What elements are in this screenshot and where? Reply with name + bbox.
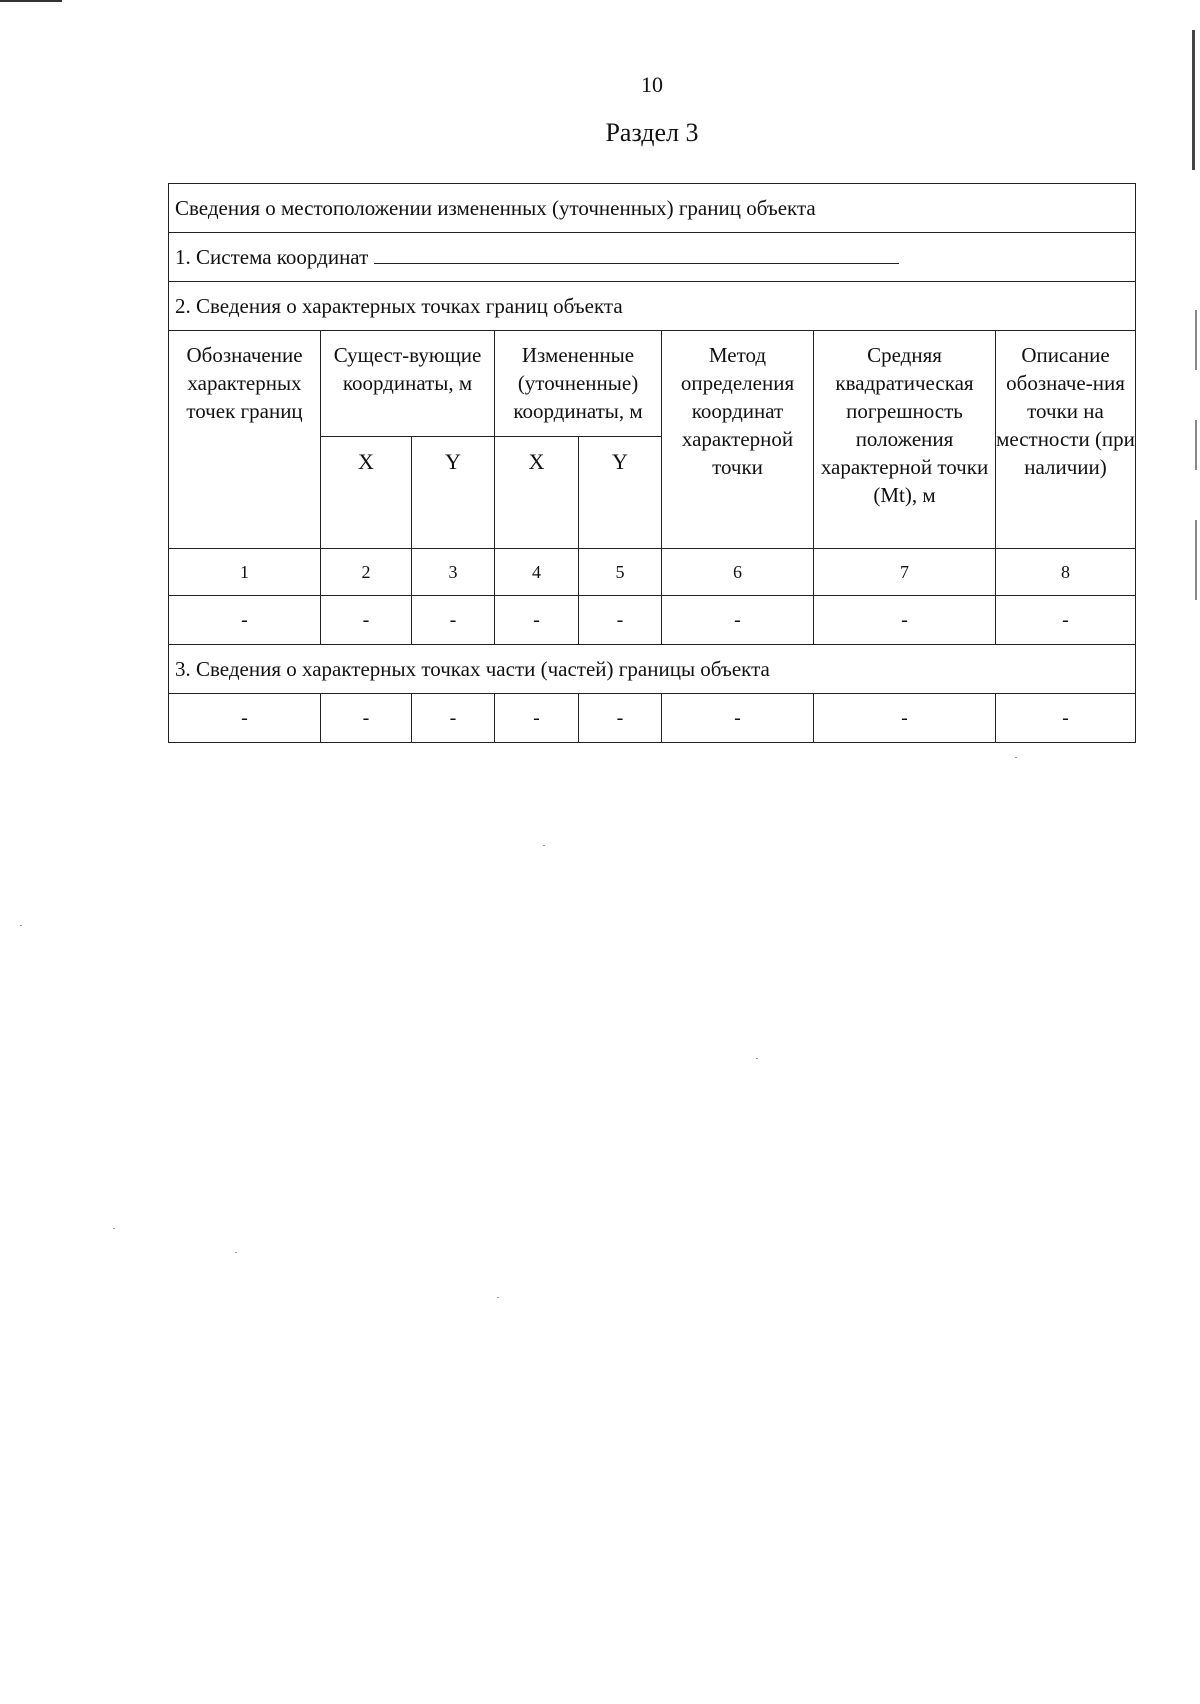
boundary-table [168,183,1136,743]
column-number: 3 [412,549,495,596]
header-description: Описание обозначе-ния точки на местности (при наличии) [996,331,1136,549]
table-cell: - [814,694,996,743]
scan-corner-mark [0,0,62,2]
header-changed-x: X [495,437,579,549]
header-existing-y: Y [412,437,495,549]
parts-section-label: 3. Сведения о характерных точках части (частей) границы объекта [169,645,1136,694]
table-title-row [169,184,1136,233]
table-cell: - [169,596,321,645]
table-cell: - [321,596,412,645]
points-section-row [169,282,1136,331]
column-number: 7 [814,549,996,596]
header-error: Средняя квадратическая погрешность положения характерной точки (Mt), м [814,331,996,549]
table-cell: - [996,596,1136,645]
header-row-1 [169,331,1136,437]
page-number: 10 [641,72,663,97]
table-cell: - [579,694,662,743]
header-existing-coords: Сущест-вующие координаты, м [321,331,495,437]
header-changed-y: Y [579,437,662,549]
scan-speck [235,1252,237,1253]
parts-data-row [169,694,1136,743]
scan-speck [497,1297,499,1298]
table-cell: - [321,694,412,743]
table-cell: - [412,596,495,645]
coord-system-blank-line [374,245,899,264]
coord-system-cell [169,233,1136,282]
scan-speck [20,925,22,926]
scan-edge-mark [1192,30,1195,170]
table-cell: - [495,694,579,743]
table-cell: - [662,694,814,743]
column-number: 2 [321,549,412,596]
column-number: 5 [579,549,662,596]
table-cell: - [579,596,662,645]
header-designation: Обозначение характерных точек границ [169,331,321,549]
scan-edge-tick [1195,420,1197,470]
table-cell: - [814,596,996,645]
scan-edge-tick [1195,310,1197,370]
header-existing-x: X [321,437,412,549]
section-title: Раздел 3 [605,118,699,147]
scan-speck [1015,757,1017,758]
table-cell: - [996,694,1136,743]
table-cell: - [169,694,321,743]
scan-edge-tick [1195,520,1197,600]
scan-speck [756,1058,758,1059]
coord-system-row [169,233,1136,282]
table-title: Сведения о местоположении измененных (уточненных) границ объекта [169,184,1136,233]
column-number: 1 [169,549,321,596]
table-cell: - [662,596,814,645]
header-changed-coords: Измененные (уточненные) координаты, м [495,331,662,437]
coord-system-label: 1. Система координат [175,244,369,269]
table-cell: - [412,694,495,743]
scan-speck [113,1228,115,1229]
points-section-label: 2. Сведения о характерных точках границ объекта [169,282,1136,331]
column-numbers-row [169,549,1136,596]
column-number: 6 [662,549,814,596]
scan-speck [543,845,545,846]
header-method: Метод определения координат характерной точки [662,331,814,549]
points-data-row [169,596,1136,645]
column-number: 4 [495,549,579,596]
column-number: 8 [996,549,1136,596]
table-cell: - [495,596,579,645]
parts-section-row [169,645,1136,694]
